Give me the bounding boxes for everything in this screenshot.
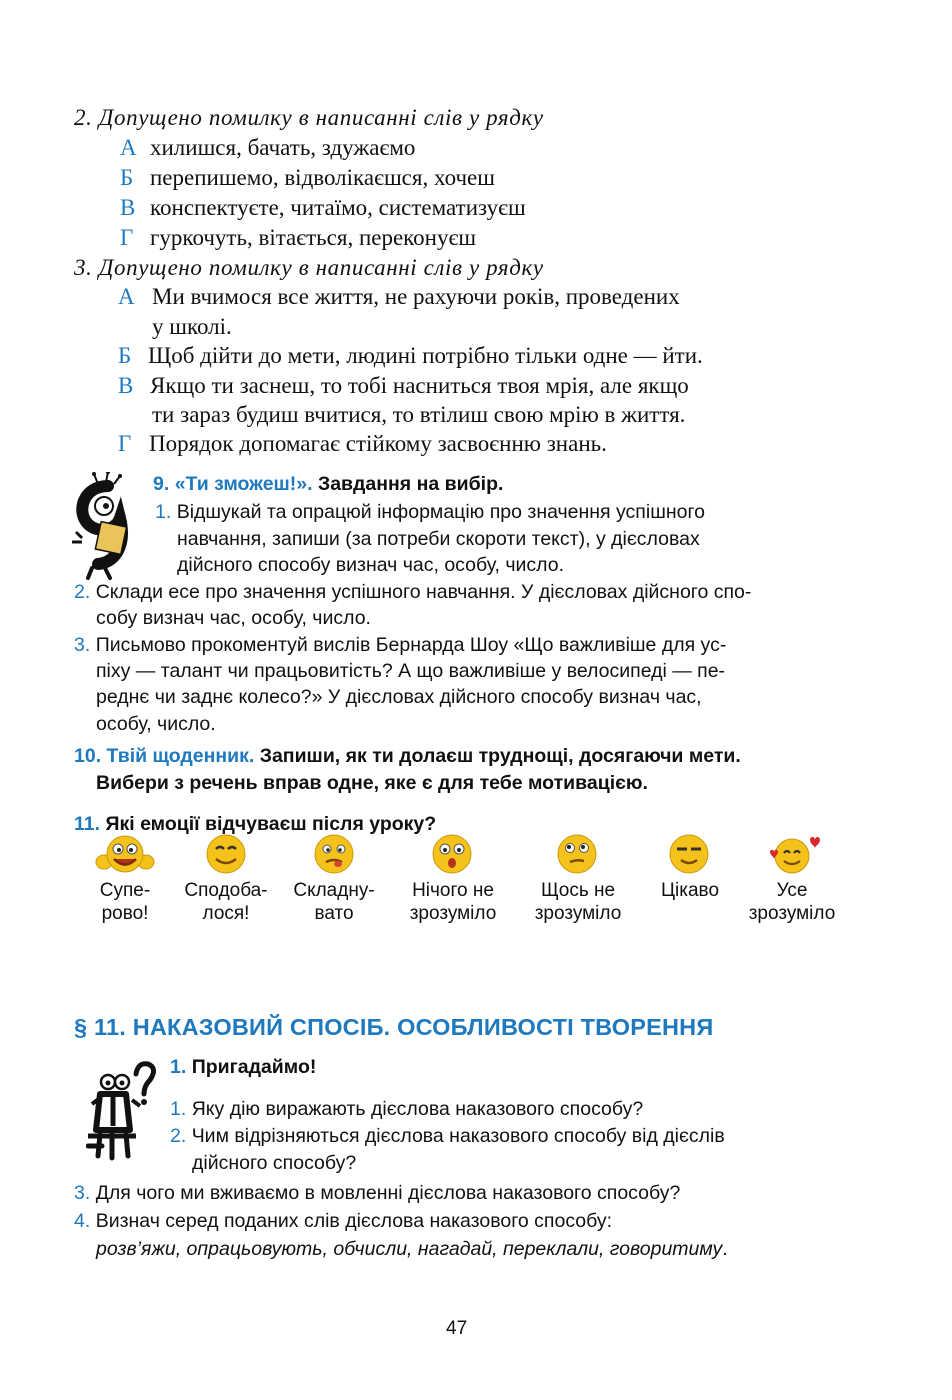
- task9-item-3-line2: піху — талант чи працьовитість? А що важливіше у велосипеді — пе-: [96, 660, 726, 682]
- item-number: 2.: [74, 581, 91, 603]
- option-letter: Г: [120, 225, 134, 250]
- emotion-label-line: Усе: [776, 880, 808, 901]
- recall-header: [170, 1054, 316, 1081]
- task3-option-c: [118, 371, 689, 401]
- item-line: Визнач серед поданих слів дієслова наказового способу:: [95, 1210, 613, 1232]
- option-text: конспектуєте, читаїмо, систематизуєш: [150, 195, 526, 220]
- item-line: Чим відрізняються дієслова наказового способу від дієслів: [191, 1125, 725, 1147]
- option-text: гуркочуть, вітається, переконуєш: [150, 225, 477, 250]
- task9-item-2-line2: собу визнач час, особу, число.: [96, 607, 371, 629]
- in-love-smiley-icon: [768, 834, 820, 874]
- recall-title: Пригадаймо!: [191, 1056, 317, 1078]
- interesting-smiley-icon: [667, 834, 711, 874]
- task9-item-1-line2: навчання, запиши (за потреби скороти текст), у дієсловах: [177, 528, 700, 550]
- task9-subtitle: Завдання на вибір.: [317, 473, 504, 495]
- question-2-line2: дійсного способу?: [192, 1152, 357, 1174]
- task11-title: Які емоції відчуваєш після уроку?: [105, 813, 437, 835]
- emotion-label-line: лося!: [202, 903, 250, 924]
- option-text: перепишемо, відволікаєшся, хочеш: [150, 165, 495, 190]
- item-line: Відшукай та опрацюй інформацію про значення успішного: [176, 501, 705, 523]
- emotion-label-3: [274, 879, 394, 925]
- option-letter: Б: [118, 343, 132, 368]
- task2-option-d: [120, 223, 476, 253]
- emotion-label-line: Складну-: [293, 880, 375, 901]
- emotion-label-line: Цікаво: [660, 880, 720, 901]
- task3-option-a-cont: у школі.: [152, 314, 232, 339]
- task2-option-b: [120, 163, 495, 193]
- emotion-label-line: зрозуміло: [534, 903, 622, 924]
- task10-line2: Вибери з речень вправ одне, яке є для тебе мотивацією.: [96, 772, 648, 794]
- task9-item-3: [74, 632, 726, 659]
- item-number: 4.: [74, 1210, 91, 1232]
- task3-option-c-cont: ти зараз будиш вчитися, то втілиш свою мрію в життя.: [152, 402, 686, 427]
- option-text: Якщо ти заснеш, то тобі насниться твоя мрія, але якщо: [150, 373, 689, 398]
- verb-list: [96, 1236, 728, 1263]
- emotion-label-line: Нічого не: [412, 880, 494, 901]
- option-letter: В: [118, 373, 134, 398]
- number-nine-mascot-icon: [68, 472, 148, 582]
- task3-option-b: [118, 341, 703, 371]
- option-letter: Б: [120, 165, 134, 190]
- emotion-label-line: Сподоба-: [184, 880, 268, 901]
- task11-number: 11.: [74, 813, 101, 835]
- puzzled-smiley-icon: [555, 834, 599, 874]
- item-number: 3.: [74, 634, 91, 656]
- task10-number: 10.: [74, 745, 102, 767]
- recall-number: 1.: [170, 1056, 187, 1078]
- confused-smiley-icon: [430, 834, 474, 874]
- question-1: [170, 1096, 643, 1123]
- emotion-label-5: [518, 879, 638, 925]
- page-number: 47: [446, 1318, 468, 1339]
- option-letter: В: [120, 195, 136, 220]
- emotion-label-2: [166, 879, 286, 925]
- liked-smiley-icon: [204, 834, 248, 874]
- question-4: [74, 1208, 612, 1235]
- task2-option-a: [120, 133, 415, 163]
- emotion-label-line: рово!: [101, 903, 149, 924]
- task3-option-d: [118, 429, 607, 459]
- item-line: Склади есе про значення успішного навчання. У дієсловах дійсного спо-: [95, 581, 752, 603]
- option-letter: Г: [118, 431, 132, 456]
- thinking-mascot-icon: [86, 1060, 166, 1170]
- option-letter: А: [118, 284, 135, 309]
- emotion-label-line: Щось не: [540, 880, 616, 901]
- item-number: 3.: [74, 1182, 91, 1204]
- super-smiley-icon: [94, 834, 156, 874]
- emotion-label-line: зрозуміло: [409, 903, 497, 924]
- item-number: 1.: [155, 501, 172, 523]
- emotion-label-4: [393, 879, 513, 925]
- task3-question: 3. Допущено помилку в написанні слів у рядку: [74, 255, 544, 280]
- verb-words-end: .: [722, 1238, 728, 1260]
- emotion-label-line: Супе-: [99, 880, 151, 901]
- emotion-label-line: зрозуміло: [748, 903, 836, 924]
- task9-item-1: [155, 499, 705, 526]
- option-text: хилишся, бачать, здужаємо: [150, 135, 416, 160]
- item-number: 1.: [170, 1098, 187, 1120]
- item-line: Для чого ми вживаємо в мовленні дієслова наказового способу?: [95, 1182, 681, 1204]
- section-title: § 11. НАКАЗОВИЙ СПОСІБ. ОСОБЛИВОСТІ ТВОРЕННЯ: [74, 1014, 714, 1040]
- verb-words: розв’яжи, опрацьовують, обчисли, нагадай, переклали, говоритиму: [96, 1238, 723, 1260]
- item-line: Яку дію виражають дієслова наказового способу?: [191, 1098, 644, 1120]
- difficult-smiley-icon: [312, 834, 356, 874]
- option-text: Ми вчимося все життя, не рахуючи років, проведених: [152, 284, 680, 309]
- task9-item-3-line4: особу, число.: [96, 713, 216, 735]
- item-line: Письмово прокоментуй вислів Бернарда Шоу «Що важливіше для ус-: [95, 634, 727, 656]
- task3-option-a: [118, 282, 680, 312]
- task9-number: 9.: [153, 473, 170, 495]
- task2-question: 2. Допущено помилку в написанні слів у рядку: [74, 105, 544, 130]
- task10-line1: Запиши, як ти долаєш труднощі, досягаючи мети.: [259, 745, 741, 767]
- task9-item-2: [74, 579, 751, 606]
- question-2: [170, 1123, 725, 1150]
- option-letter: А: [120, 135, 137, 160]
- emotion-label-line: вато: [314, 903, 354, 924]
- question-3: [74, 1180, 680, 1207]
- task9-item-1-line3: дійсного способу визнач час, особу, число.: [177, 554, 565, 576]
- task9-item-3-line3: реднє чи заднє колесо?» У дієсловах дійсного способу визнач час,: [96, 686, 702, 708]
- task10-title: Твій щоденник.: [106, 745, 255, 767]
- emotion-label-7: [732, 879, 852, 925]
- option-text: Щоб дійти до мети, людині потрібно тільки одне — йти.: [148, 343, 703, 368]
- task9-header: [153, 471, 503, 498]
- item-number: 2.: [170, 1125, 187, 1147]
- task2-option-c: [120, 193, 526, 223]
- task9-title: «Ти зможеш!».: [174, 473, 313, 495]
- option-text: Порядок допомагає стійкому засвоєнню знань.: [149, 431, 607, 456]
- task10-header: [74, 743, 741, 770]
